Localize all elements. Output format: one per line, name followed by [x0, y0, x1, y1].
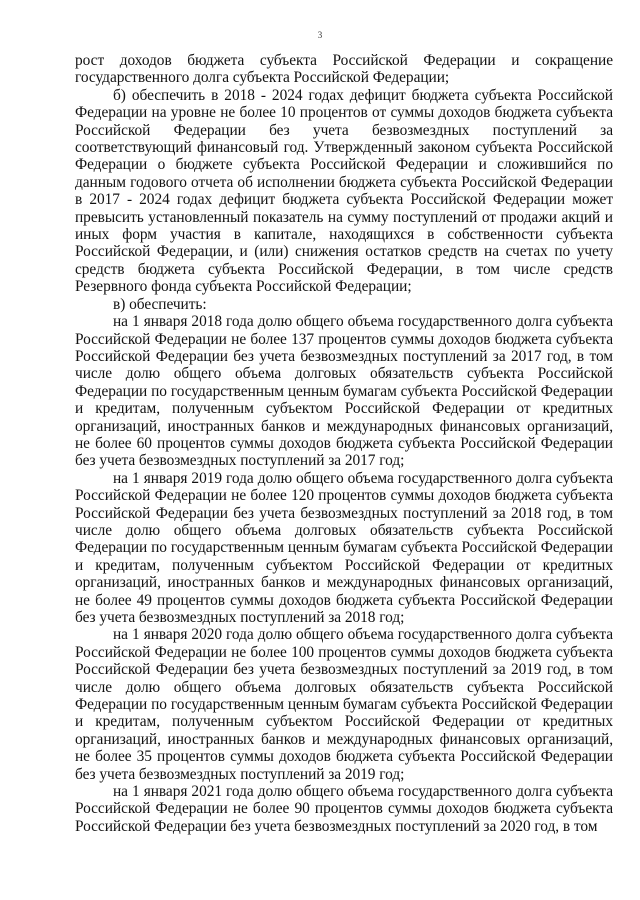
- paragraph-debt-2020: на 1 января 2020 года долю общего объема государственного долга субъекта Российской Федерации не более 100 процентов суммы доходов бюджета субъекта Российской Федерации без учета безвозмездных поступлений за 2019 год, в том числе долю общего объема долговых обязательств субъекта Российской Федерации по государственным ценным бумагам субъекта Российской Федерации и кредитам, полученным субъектом Российской Федерации от кредитных организаций, иностранных банков и международных финансовых организаций, не более 35 процентов суммы доходов бюджета субъекта Российской Федерации без учета безвозмездных поступлений за 2019 год;: [75, 626, 613, 783]
- paragraph-debt-2019: на 1 января 2019 года долю общего объема государственного долга субъекта Российской Федерации не более 120 процентов суммы доходов бюджета субъекта Российской Федерации без учета безвозмездных поступлений за 2018 год, в том числе долю общего объема долговых обязательств субъекта Российской Федерации по государственным ценным бумагам субъекта Российской Федерации и кредитам, полученным субъектом Российской Федерации от кредитных организаций, иностранных банков и международных финансовых организаций, не более 49 процентов суммы доходов бюджета субъекта Российской Федерации без учета безвозмездных поступлений за 2018 год;: [75, 469, 613, 626]
- body-text: [75, 52, 613, 835]
- paragraph-continuation: рост доходов бюджета субъекта Российской Федерации и сокращение государственного долга субъекта Российской Федерации;: [75, 52, 613, 87]
- paragraph-debt-2021: на 1 января 2021 года долю общего объема государственного долга субъекта Российской Федерации не более 90 процентов суммы доходов бюджета субъекта Российской Федерации без учета безвозмездных поступлений за 2020 год, в том: [75, 783, 613, 835]
- paragraph-debt-2018: на 1 января 2018 года долю общего объема государственного долга субъекта Российской Федерации не более 137 процентов суммы доходов бюджета субъекта Российской Федерации без учета безвозмездных поступлений за 2017 год, в том числе долю общего объема долговых обязательств субъекта Российской Федерации по государственным ценным бумагам субъекта Российской Федерации и кредитам, полученным субъектом Российской Федерации от кредитных организаций, иностранных банков и международных финансовых организаций, не более 60 процентов суммы доходов бюджета субъекта Российской Федерации без учета безвозмездных поступлений за 2017 год;: [75, 313, 613, 470]
- paragraph-item-v: в) обеспечить:: [113, 295, 207, 313]
- page-number: 3: [317, 30, 323, 40]
- paragraph-item-b: б) обеспечить в 2018 - 2024 годах дефицит бюджета субъекта Российской Федерации на уровне не более 10 процентов от суммы доходов бюджета субъекта Российской Федерации без учета безвозмездных поступлений за соответствующий финансовый год. Утвержденный законом субъекта Российской Федерации о бюджете субъекта Российской Федерации и сложившийся по данным годового отчета об исполнении бюджета субъекта Российской Федерации в 2017 - 2024 годах дефицит бюджета субъекта Российской Федерации может превысить установленный показатель на сумму поступлений от продажи акций и иных форм участия в капитале, находящихся в собственности субъекта Российской Федерации, и (или) снижения остатков средств на счетах по учету средств бюджета субъекта Российской Федерации, в том числе средств Резервного фонда субъекта Российской Федерации;: [75, 86, 613, 296]
